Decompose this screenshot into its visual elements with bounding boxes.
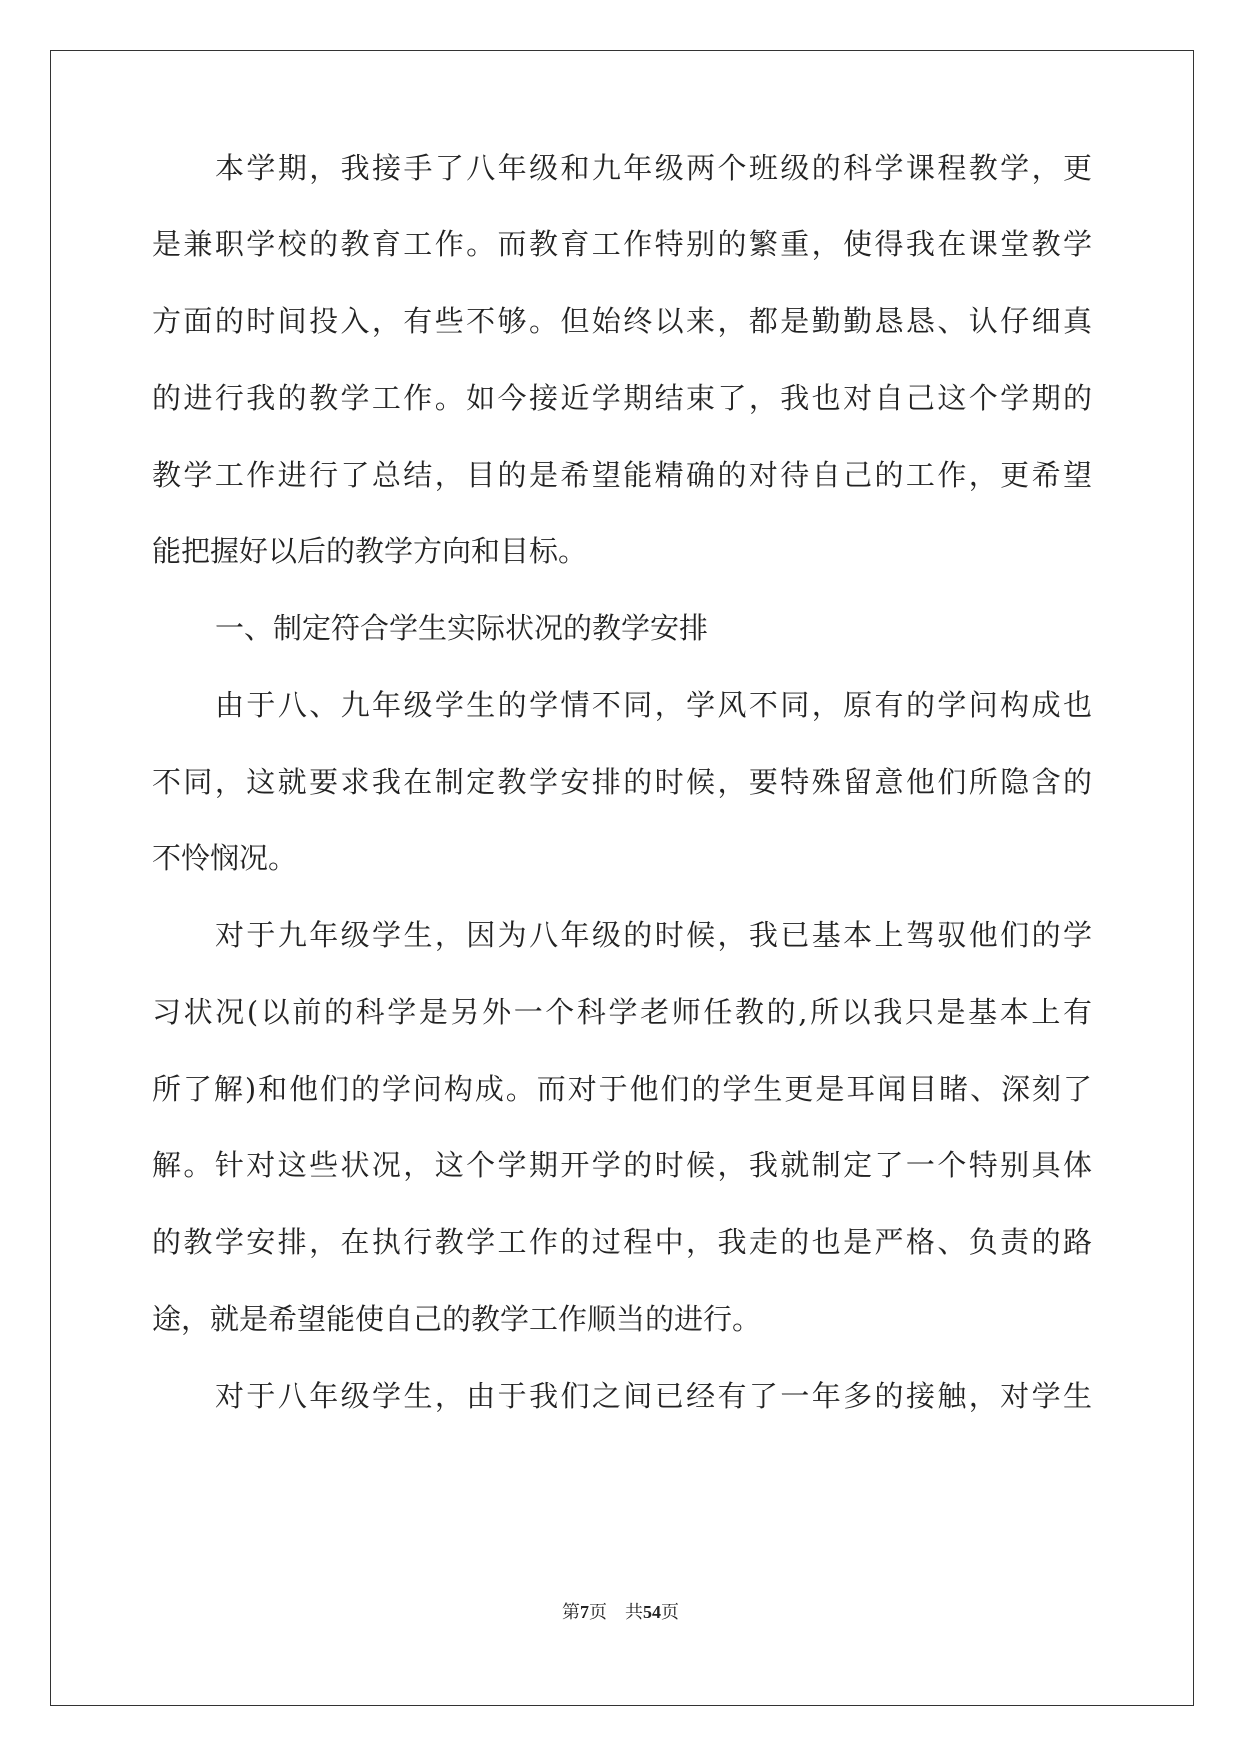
page-number-total: 54 (643, 1602, 661, 1622)
text-line: 是兼职学校的教育工作。而教育工作特别的繁重，使得我在课堂教学 (152, 227, 1092, 261)
text-line: 教学工作进行了总结，目的是希望能精确的对待自己的工作，更希望 (152, 458, 1092, 492)
page-prefix: 第 (562, 1602, 580, 1622)
page-suffix: 页 (661, 1602, 679, 1622)
text-line: 习状况(以前的科学是另外一个科学老师任教的,所以我只是基本上有 (152, 995, 1092, 1029)
page-mid: 页 共 (589, 1602, 643, 1622)
text-line: 解。针对这些状况，这个学期开学的时候，我就制定了一个特别具体 (152, 1148, 1092, 1182)
text-line: 由于八、九年级学生的学情不同，学风不同，原有的学问构成也 (215, 688, 1092, 722)
text-line: 的教学安排，在执行教学工作的过程中，我走的也是严格、负责的路 (152, 1225, 1092, 1259)
text-line: 不怜悯况。 (152, 841, 298, 875)
section-heading: 一、制定符合学生实际状况的教学安排 (215, 611, 709, 645)
text-line: 不同，这就要求我在制定教学安排的时候，要特殊留意他们所隐含的 (152, 765, 1092, 799)
page-footer (0, 1598, 1241, 1624)
text-line: 的进行我的教学工作。如今接近学期结束了，我也对自己这个学期的 (152, 381, 1092, 415)
page-number-current: 7 (580, 1602, 589, 1622)
text-line: 本学期，我接手了八年级和九年级两个班级的科学课程教学，更 (215, 151, 1092, 185)
text-line: 对于九年级学生，因为八年级的时候，我已基本上驾驭他们的学 (215, 918, 1092, 952)
text-line: 方面的时间投入，有些不够。但始终以来，都是勤勤恳恳、认仔细真 (152, 304, 1092, 338)
text-line: 对于八年级学生，由于我们之间已经有了一年多的接触，对学生 (215, 1379, 1092, 1413)
page-border (50, 50, 1194, 1706)
text-line: 能把握好以后的教学方向和目标。 (152, 534, 588, 568)
text-line: 所了解)和他们的学问构成。而对于他们的学生更是耳闻目睹、深刻了 (152, 1072, 1092, 1106)
text-line: 途，就是希望能使自己的教学工作顺当的进行。 (152, 1302, 762, 1336)
